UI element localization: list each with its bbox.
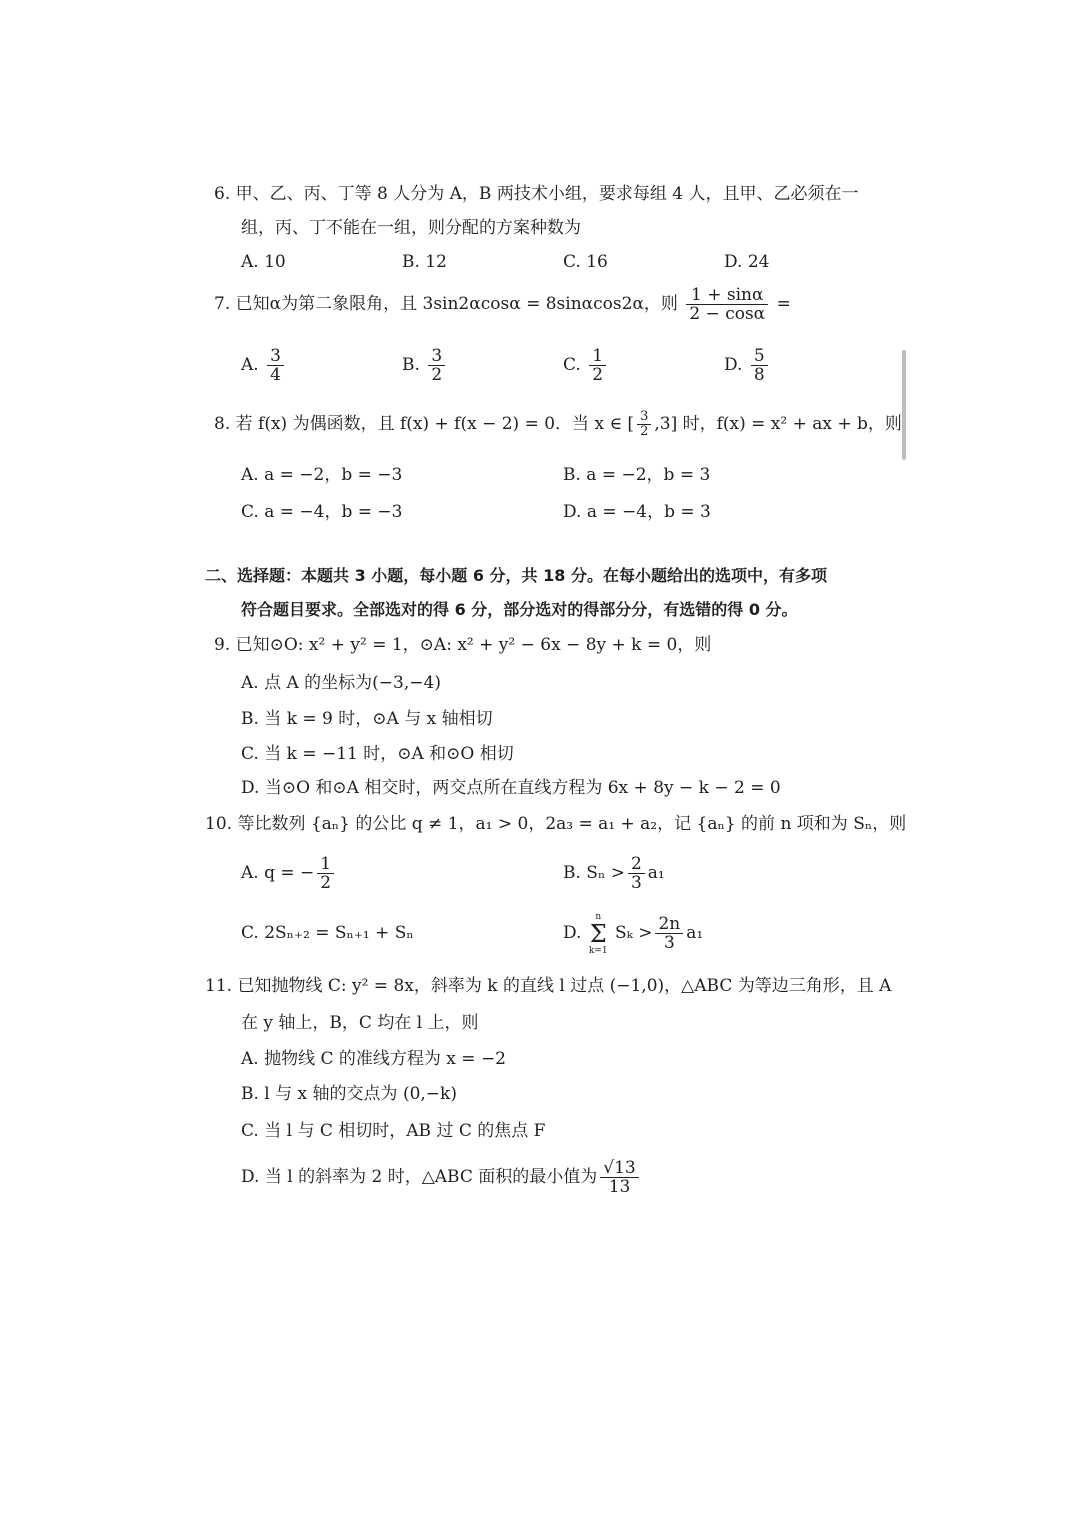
q11-d-frac (600, 1159, 638, 1196)
q7-stem (214, 286, 791, 323)
q10-a-den: 2 (320, 873, 332, 893)
q8-fraction (637, 410, 651, 439)
q11-line2: 在 y 轴上，B，C 均在 l 上，则 (241, 1013, 479, 1033)
q10-d-sigma-bottom: k=1 (588, 945, 608, 956)
q10-d-num: 2n (655, 915, 683, 934)
q7-option-c (563, 344, 609, 386)
q8-option-c: C. a = −4，b = −3 (241, 502, 403, 522)
q7-frac-num: 1 + sinα (686, 286, 768, 305)
q10-a-pre: A. q = − (241, 863, 315, 883)
q7-option-d-label: D. (724, 355, 743, 375)
q11-option-d (241, 1156, 642, 1198)
q7-a-den: 4 (270, 365, 281, 385)
q7-stem-text: 7. 已知α为第二象限角，且 3sin2αcosα = 8sinαcos2α，则 (214, 294, 678, 314)
q10-option-d (563, 910, 703, 956)
q7-option-b-label: B. (402, 355, 420, 375)
q8-frac-den: 2 (640, 424, 649, 439)
q7-option-a-frac (267, 347, 284, 384)
q6-line2: 组，丙、丁不能在一组，则分配的方案种数为 (241, 218, 581, 238)
q7-b-num: 3 (428, 347, 445, 366)
q10-d-sigma (589, 912, 608, 956)
q8-option-b: B. a = −2，b = 3 (563, 465, 711, 485)
q7-b-den: 2 (431, 365, 443, 385)
q7-a-num: 3 (267, 347, 284, 366)
q8-frac-num: 3 (637, 410, 651, 425)
q7-c-den: 2 (592, 365, 604, 385)
vertical-scrollbar[interactable] (902, 350, 906, 460)
q11-d-num: √13 (600, 1159, 638, 1178)
q9-option-d: D. 当⊙O 和⊙A 相交时，两交点所在直线方程为 6x + 8y − k − 2 = 0 (241, 778, 781, 798)
q9-option-b: B. 当 k = 9 时，⊙A 与 x 轴相切 (241, 709, 493, 729)
q9-option-c: C. 当 k = −11 时，⊙A 和⊙O 相切 (241, 744, 514, 764)
q7-option-a (241, 344, 287, 386)
q7-option-d (724, 344, 771, 386)
q10-option-b (563, 852, 665, 894)
q10-d-mid: Sₖ > (614, 923, 653, 943)
q7-option-b-frac (428, 347, 445, 384)
q7-d-num: 5 (751, 347, 768, 366)
q10-d-frac (655, 915, 683, 952)
q11-d-den: 13 (608, 1177, 631, 1197)
q10-b-frac (628, 855, 645, 892)
q10-a-num: 1 (317, 855, 334, 874)
q8-stem-a: 8. 若 f(x) 为偶函数，且 f(x) + f(x − 2) = 0．当 x ∈ [ (214, 414, 635, 434)
q6-option-d: D. 24 (724, 252, 770, 272)
q10-b-den: 3 (630, 873, 642, 893)
q11-option-a: A. 抛物线 C 的准线方程为 x = −2 (241, 1049, 507, 1069)
q7-option-a-label: A. (241, 355, 259, 375)
summation-icon: Σ (589, 919, 607, 948)
q10-d-den: 3 (663, 933, 675, 953)
q9-option-a: A. 点 A 的坐标为(−3,−4) (241, 673, 441, 693)
q10-d-sigma-top: n (595, 911, 602, 922)
q10-b-num: 2 (628, 855, 645, 874)
q7-d-den: 8 (753, 365, 765, 385)
q7-fraction (686, 286, 768, 323)
q8-option-d: D. a = −4，b = 3 (563, 502, 711, 522)
q6-option-c: C. 16 (563, 252, 608, 272)
q11-line1: 11. 已知抛物线 C: y² = 8x，斜率为 k 的直线 l 过点 (−1,0)，△ABC 为等边三角形，且 A (205, 976, 892, 996)
q7-option-c-frac (589, 347, 606, 384)
q6-line1: 6. 甲、乙、丙、丁等 8 人分为 A，B 两技术小组，要求每组 4 人，且甲、乙必须在一 (214, 184, 859, 204)
q10-d-pre: D. (563, 923, 582, 943)
q7-c-num: 1 (589, 347, 606, 366)
q6-option-b: B. 12 (402, 252, 447, 272)
q6-option-a: A. 10 (241, 252, 286, 272)
q7-option-c-label: C. (563, 355, 581, 375)
q7-option-b (402, 344, 448, 386)
q10-b-pre: B. Sₙ > (563, 863, 625, 883)
q10-option-c: C. 2Sₙ₊₂ = Sₙ₊₁ + Sₙ (241, 923, 414, 943)
q11-option-b: B. l 与 x 轴的交点为 (0,−k) (241, 1084, 457, 1104)
q8-option-a: A. a = −2，b = −3 (241, 465, 403, 485)
q8-stem-b: ,3] 时，f(x) = x² + ax + b，则 (654, 414, 902, 434)
section2-heading-line2: 符合题目要求。全部选对的得 6 分，部分选对的得部分分，有选错的得 0 分。 (241, 600, 798, 619)
q10-a-frac (317, 855, 334, 892)
q7-equals: = (776, 294, 791, 314)
q11-option-c: C. 当 l 与 C 相切时，AB 过 C 的焦点 F (241, 1121, 546, 1141)
q8-stem (214, 406, 902, 442)
q11-d-pre: D. 当 l 的斜率为 2 时，△ABC 面积的最小值为 (241, 1167, 598, 1187)
q7-frac-den: 2 − cosα (689, 304, 766, 324)
section2-heading-line1: 二、选择题：本题共 3 小题，每小题 6 分，共 18 分。在每小题给出的选项中，有多项 (205, 566, 827, 585)
q7-option-d-frac (751, 347, 768, 384)
q9-stem: 9. 已知⊙O: x² + y² = 1，⊙A: x² + y² − 6x − 8y + k = 0，则 (214, 635, 712, 655)
q10-option-a (241, 852, 337, 894)
q10-stem: 10. 等比数列 {aₙ} 的公比 q ≠ 1，a₁ > 0，2a₃ = a₁ + a₂，记 {aₙ} 的前 n 项和为 Sₙ，则 (205, 814, 907, 834)
q10-b-post: a₁ (647, 863, 665, 883)
q10-d-post: a₁ (686, 923, 704, 943)
